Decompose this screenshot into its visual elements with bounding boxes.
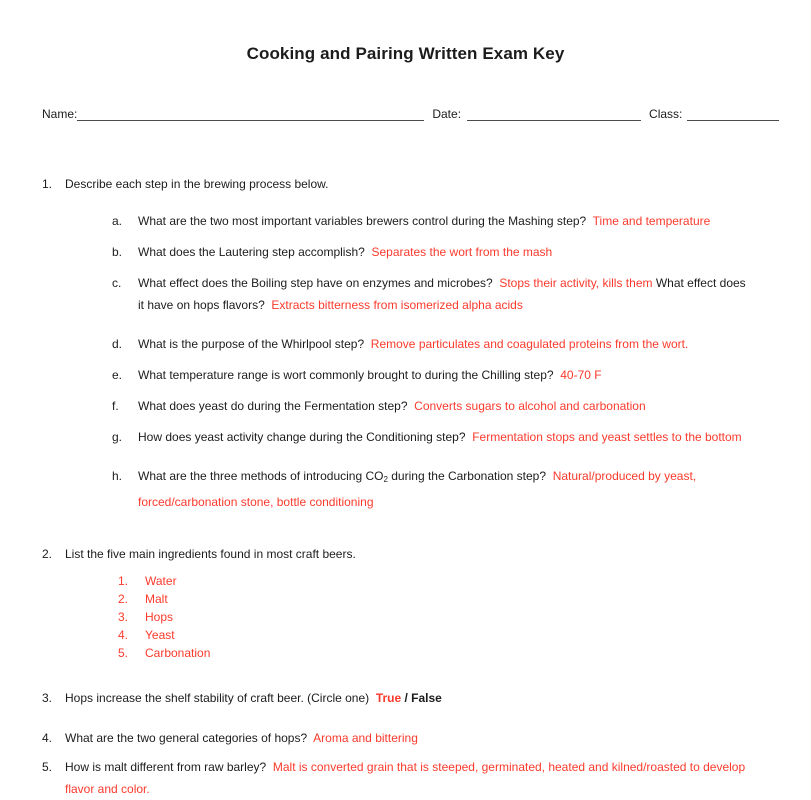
sub-question-body — [138, 395, 750, 417]
question-text: Hops increase the shelf stability of craft beer. (Circle one) — [65, 691, 376, 705]
sub-question-letter: a. — [112, 214, 123, 228]
sub-question-a — [112, 210, 769, 232]
question-body — [65, 173, 769, 195]
answer-number: 1. — [118, 574, 129, 588]
answer-list-item — [118, 590, 769, 608]
question-number: 3. — [42, 691, 53, 705]
question-text: What is the purpose of the Whirlpool step? — [138, 337, 371, 351]
sub-question-body — [138, 333, 750, 355]
sub-question-body — [138, 364, 750, 386]
question-text: What does yeast do during the Fermentation step? — [138, 399, 415, 413]
question-text: What are the three methods of introducing CO — [138, 469, 384, 483]
question-text: How is malt different from raw barley? — [65, 760, 273, 774]
question-text: What does the Lautering step accomplish? — [138, 245, 372, 259]
question-line — [42, 543, 769, 565]
sub-question-letter: c. — [112, 276, 122, 290]
question-4 — [42, 727, 769, 749]
question-2 — [42, 543, 769, 662]
exam-title: Cooking and Pairing Written Exam Key — [246, 44, 565, 63]
question-line — [42, 727, 769, 749]
question-5 — [42, 756, 769, 800]
answer-text: Extracts bitterness from isomerized alpha acids — [271, 298, 523, 312]
question-text: What effect does the Boiling step have on enzymes and microbes? — [138, 276, 500, 290]
answer-number: 2. — [118, 592, 129, 606]
question-text: What are the two most important variables brewers control during the Mashing step? — [138, 214, 593, 228]
question-body — [65, 727, 769, 749]
sub-question-letter: d. — [112, 337, 123, 351]
question-3 — [42, 687, 769, 709]
sub-question-letter: e. — [112, 368, 123, 382]
sub-question-body — [138, 210, 750, 232]
answer-text: Fermentation stops and yeast settles to the bottom — [472, 430, 742, 444]
question-body — [65, 756, 769, 800]
question-body — [65, 543, 769, 565]
question-text: 2 — [383, 475, 388, 484]
answer-list-item — [118, 644, 769, 662]
date-label: Date: — [432, 107, 462, 121]
answer-number: 5. — [118, 646, 129, 660]
student-info-row — [42, 106, 769, 121]
answer-text: Time and temperature — [592, 214, 711, 228]
question-text: / False — [401, 691, 442, 705]
sub-question-letter: b. — [112, 245, 123, 259]
question-text: What temperature range is wort commonly brought to during the Chilling step? — [138, 368, 561, 382]
answer-list-item — [118, 572, 769, 590]
sub-question-b — [112, 241, 769, 263]
question-line — [42, 173, 769, 195]
sub-question-body — [138, 272, 750, 316]
answer-list-item — [118, 608, 769, 626]
date-blank-line — [467, 106, 641, 121]
answer-text: Yeast — [145, 628, 175, 642]
question-text: What effect does it have on hops flavors? — [138, 276, 746, 312]
sub-question-h — [112, 465, 769, 513]
name-blank-line — [77, 106, 424, 121]
question-line — [42, 687, 769, 709]
sub-question-body — [138, 426, 750, 448]
sub-question-letter: g. — [112, 430, 123, 444]
answer-text: Malt — [145, 592, 168, 606]
answer-text: Stops their activity, kills them — [499, 276, 653, 290]
question-text: How does yeast activity change during the Conditioning step? — [138, 430, 473, 444]
answer-text: Converts sugars to alcohol and carbonation — [414, 399, 646, 413]
question-number: 1. — [42, 177, 53, 191]
sub-question-e — [112, 364, 769, 386]
sub-question-body — [138, 465, 750, 513]
answer-list — [118, 572, 769, 662]
answer-text: Water — [145, 574, 177, 588]
question-line — [42, 756, 769, 800]
answer-text: True — [375, 691, 402, 705]
question-number: 5. — [42, 760, 53, 774]
sub-question-f — [112, 395, 769, 417]
answer-text: Aroma and bittering — [313, 731, 418, 745]
sub-questions — [112, 210, 769, 513]
sub-question-letter: f. — [112, 399, 119, 413]
answer-text: 40-70 F — [560, 368, 602, 382]
sub-question-letter: h. — [112, 469, 123, 483]
sub-question-body — [138, 241, 750, 263]
sub-question-d — [112, 333, 769, 355]
answer-text: Carbonation — [145, 646, 211, 660]
question-text: What are the two general categories of hops? — [65, 731, 314, 745]
sub-question-g — [112, 426, 769, 448]
sub-question-c — [112, 272, 769, 316]
question-1 — [42, 173, 769, 513]
questions-list — [42, 173, 769, 800]
name-label: Name: — [42, 107, 78, 121]
question-text: Describe each step in the brewing process below. — [65, 177, 329, 191]
answer-text: Natural/produced by yeast, forced/carbonation stone, bottle conditioning — [138, 469, 697, 509]
question-text: during the Carbonation step? — [387, 469, 553, 483]
answer-text: Malt is converted grain that is steeped, germinated, heated and kilned/roasted to develop flavor and color. — [65, 760, 746, 796]
answer-list-item — [118, 626, 769, 644]
answer-text: Separates the wort from the mash — [371, 245, 553, 259]
question-number: 2. — [42, 547, 53, 561]
answer-number: 3. — [118, 610, 129, 624]
question-body — [65, 687, 769, 709]
answer-text: Remove particulates and coagulated proteins from the wort. — [370, 337, 689, 351]
question-number: 4. — [42, 731, 53, 745]
answer-text: Hops — [145, 610, 174, 624]
question-text: List the five main ingredients found in most craft beers. — [65, 547, 356, 561]
class-label: Class: — [649, 107, 683, 121]
answer-number: 4. — [118, 628, 129, 642]
class-blank-line — [687, 106, 779, 121]
